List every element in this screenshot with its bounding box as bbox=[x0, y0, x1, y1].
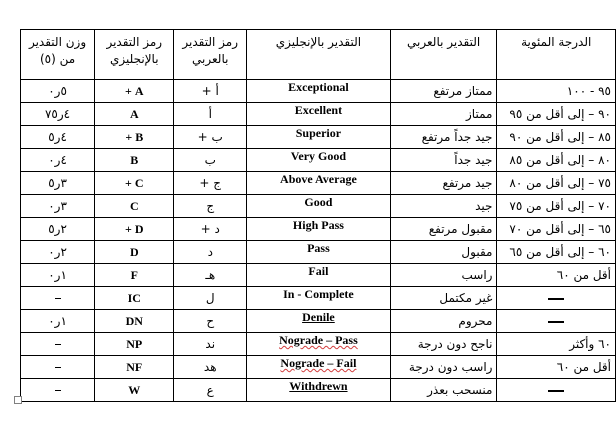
percent-cell-empty bbox=[497, 310, 616, 333]
dash-mark bbox=[548, 298, 564, 300]
english-symbol-cell: W bbox=[95, 379, 174, 402]
arabic-grade-cell: مقبول مرتفع bbox=[390, 218, 497, 241]
arabic-symbol-cell: ل bbox=[174, 287, 247, 310]
percent-cell-empty bbox=[497, 287, 616, 310]
weight-cell: ٤ر٥ bbox=[21, 126, 95, 149]
percent-cell: ٦٠ وأكثر bbox=[497, 333, 616, 356]
grading-table bbox=[20, 29, 616, 402]
arabic-symbol-cell: أ + bbox=[174, 80, 247, 103]
arabic-symbol-cell: هـ bbox=[174, 264, 247, 287]
dash-mark bbox=[548, 390, 564, 392]
weight-cell: ١ر٠ bbox=[21, 310, 95, 333]
english-grade-cell: High Pass bbox=[247, 218, 391, 241]
arabic-symbol-cell: ب + bbox=[174, 126, 247, 149]
weight-cell-empty bbox=[21, 333, 95, 356]
weight-cell-empty bbox=[21, 379, 95, 402]
arabic-symbol-cell: ح bbox=[174, 310, 247, 333]
weight-cell: ٤ر٧٥ bbox=[21, 103, 95, 126]
english-grade-cell: Pass bbox=[247, 241, 391, 264]
english-symbol-cell: DN bbox=[95, 310, 174, 333]
arabic-grade-cell: ناجح دون درجة bbox=[390, 333, 497, 356]
arabic-symbol-cell: ند bbox=[174, 333, 247, 356]
english-grade-cell: Above Average bbox=[247, 172, 391, 195]
table-row bbox=[21, 218, 616, 241]
table-row bbox=[21, 80, 616, 103]
english-symbol-cell: C bbox=[95, 195, 174, 218]
hyphen-mark bbox=[55, 390, 61, 391]
arabic-symbol-cell: ج bbox=[174, 195, 247, 218]
english-grade-cell: Very Good bbox=[247, 149, 391, 172]
header-english-symbol: رمز التقدير بالإنجليزي bbox=[95, 30, 174, 80]
arabic-symbol-cell: أ bbox=[174, 103, 247, 126]
weight-cell: ٢ر٠ bbox=[21, 241, 95, 264]
arabic-grade-cell: راسب دون درجة bbox=[390, 356, 497, 379]
arabic-grade-cell: منسحب بعذر bbox=[390, 379, 497, 402]
arabic-grade-cell: محروم bbox=[390, 310, 497, 333]
english-symbol-cell: NP bbox=[95, 333, 174, 356]
percent-cell: ٧٥ – إلى أقل من ٨٠ bbox=[497, 172, 616, 195]
arabic-symbol-cell: د + bbox=[174, 218, 247, 241]
english-grade-cell bbox=[247, 310, 391, 333]
english-symbol-cell: B + bbox=[95, 126, 174, 149]
table-row bbox=[21, 103, 616, 126]
header-arabic-symbol: رمز التقدير بالعربي bbox=[174, 30, 247, 80]
english-symbol-cell: C + bbox=[95, 172, 174, 195]
arabic-symbol-cell: ب bbox=[174, 149, 247, 172]
weight-cell: ٣ر٠ bbox=[21, 195, 95, 218]
table-row bbox=[21, 126, 616, 149]
arabic-symbol-cell: د bbox=[174, 241, 247, 264]
english-symbol-cell: NF bbox=[95, 356, 174, 379]
table-row bbox=[21, 356, 616, 379]
arabic-symbol-cell: ع bbox=[174, 379, 247, 402]
english-symbol-cell: A bbox=[95, 103, 174, 126]
weight-cell: ٣ر٥ bbox=[21, 172, 95, 195]
english-grade-text: Withdrewn bbox=[289, 379, 348, 393]
percent-cell-empty bbox=[497, 379, 616, 402]
header-percent: الدرجة المئوية bbox=[497, 30, 616, 80]
arabic-grade-cell: مقبول bbox=[390, 241, 497, 264]
english-grade-cell bbox=[247, 356, 391, 379]
header-row bbox=[21, 30, 616, 80]
header-english-grade: التقدير بالإنجليزي bbox=[247, 30, 391, 80]
arabic-symbol-cell: هد bbox=[174, 356, 247, 379]
table-row bbox=[21, 149, 616, 172]
english-grade-cell: Fail bbox=[247, 264, 391, 287]
percent-cell: ٧٠ – إلى أقل من ٧٥ bbox=[497, 195, 616, 218]
weight-cell-empty bbox=[21, 356, 95, 379]
header-weight: وزن التقدير من (٥) bbox=[21, 30, 95, 80]
arabic-grade-cell: راسب bbox=[390, 264, 497, 287]
arabic-grade-cell: غير مكتمل bbox=[390, 287, 497, 310]
weight-cell: ٤ر٠ bbox=[21, 149, 95, 172]
english-symbol-cell: IC bbox=[95, 287, 174, 310]
percent-cell: أقل من ٦٠ bbox=[497, 356, 616, 379]
arabic-grade-cell: جيد مرتفع bbox=[390, 172, 497, 195]
english-grade-cell: In - Complete bbox=[247, 287, 391, 310]
percent-cell: أقل من ٦٠ bbox=[497, 264, 616, 287]
arabic-symbol-cell: ج + bbox=[174, 172, 247, 195]
percent-cell: ٩٥ - ١٠٠ bbox=[497, 80, 616, 103]
percent-cell: ٦٠ – إلى أقل من ٦٥ bbox=[497, 241, 616, 264]
arabic-grade-cell: جيد جداً bbox=[390, 149, 497, 172]
table-row bbox=[21, 195, 616, 218]
english-symbol-cell: A + bbox=[95, 80, 174, 103]
english-grade-cell bbox=[247, 333, 391, 356]
weight-cell: ٢ر٥ bbox=[21, 218, 95, 241]
table-row bbox=[21, 333, 616, 356]
table-row bbox=[21, 172, 616, 195]
hyphen-mark bbox=[55, 367, 61, 368]
percent-cell: ٦٥ – إلى أقل من ٧٠ bbox=[497, 218, 616, 241]
english-symbol-cell: F bbox=[95, 264, 174, 287]
weight-cell: ٥ر٠ bbox=[21, 80, 95, 103]
english-grade-cell: Exceptional bbox=[247, 80, 391, 103]
english-grade-text: Nograde – Fail bbox=[280, 356, 357, 370]
dash-mark bbox=[548, 321, 564, 323]
arabic-grade-cell: ممتاز مرتفع bbox=[390, 80, 497, 103]
percent-cell: ٨٥ – إلى أقل من ٩٠ bbox=[497, 126, 616, 149]
table-resize-handle[interactable] bbox=[14, 396, 22, 404]
arabic-grade-cell: جيد جداً مرتفع bbox=[390, 126, 497, 149]
arabic-grade-cell: جيد bbox=[390, 195, 497, 218]
table-row bbox=[21, 287, 616, 310]
hyphen-mark bbox=[55, 298, 61, 299]
weight-cell: ١ر٠ bbox=[21, 264, 95, 287]
english-grade-cell: Excellent bbox=[247, 103, 391, 126]
english-symbol-cell: B bbox=[95, 149, 174, 172]
english-symbol-cell: D + bbox=[95, 218, 174, 241]
percent-cell: ٨٠ – إلى أقل من ٨٥ bbox=[497, 149, 616, 172]
english-grade-text: Denile bbox=[302, 310, 335, 324]
percent-cell: ٩٠ – إلى أقل من ٩٥ bbox=[497, 103, 616, 126]
english-grade-cell: Superior bbox=[247, 126, 391, 149]
table-row bbox=[21, 264, 616, 287]
english-grade-cell bbox=[247, 379, 391, 402]
weight-cell-empty bbox=[21, 287, 95, 310]
table-row bbox=[21, 379, 616, 402]
english-grade-cell: Good bbox=[247, 195, 391, 218]
english-grade-text: Nograde – Pass bbox=[279, 333, 358, 347]
table-row bbox=[21, 241, 616, 264]
hyphen-mark bbox=[55, 344, 61, 345]
english-symbol-cell: D bbox=[95, 241, 174, 264]
table-row bbox=[21, 310, 616, 333]
arabic-grade-cell: ممتاز bbox=[390, 103, 497, 126]
header-arabic-grade: التقدير بالعربي bbox=[390, 30, 497, 80]
